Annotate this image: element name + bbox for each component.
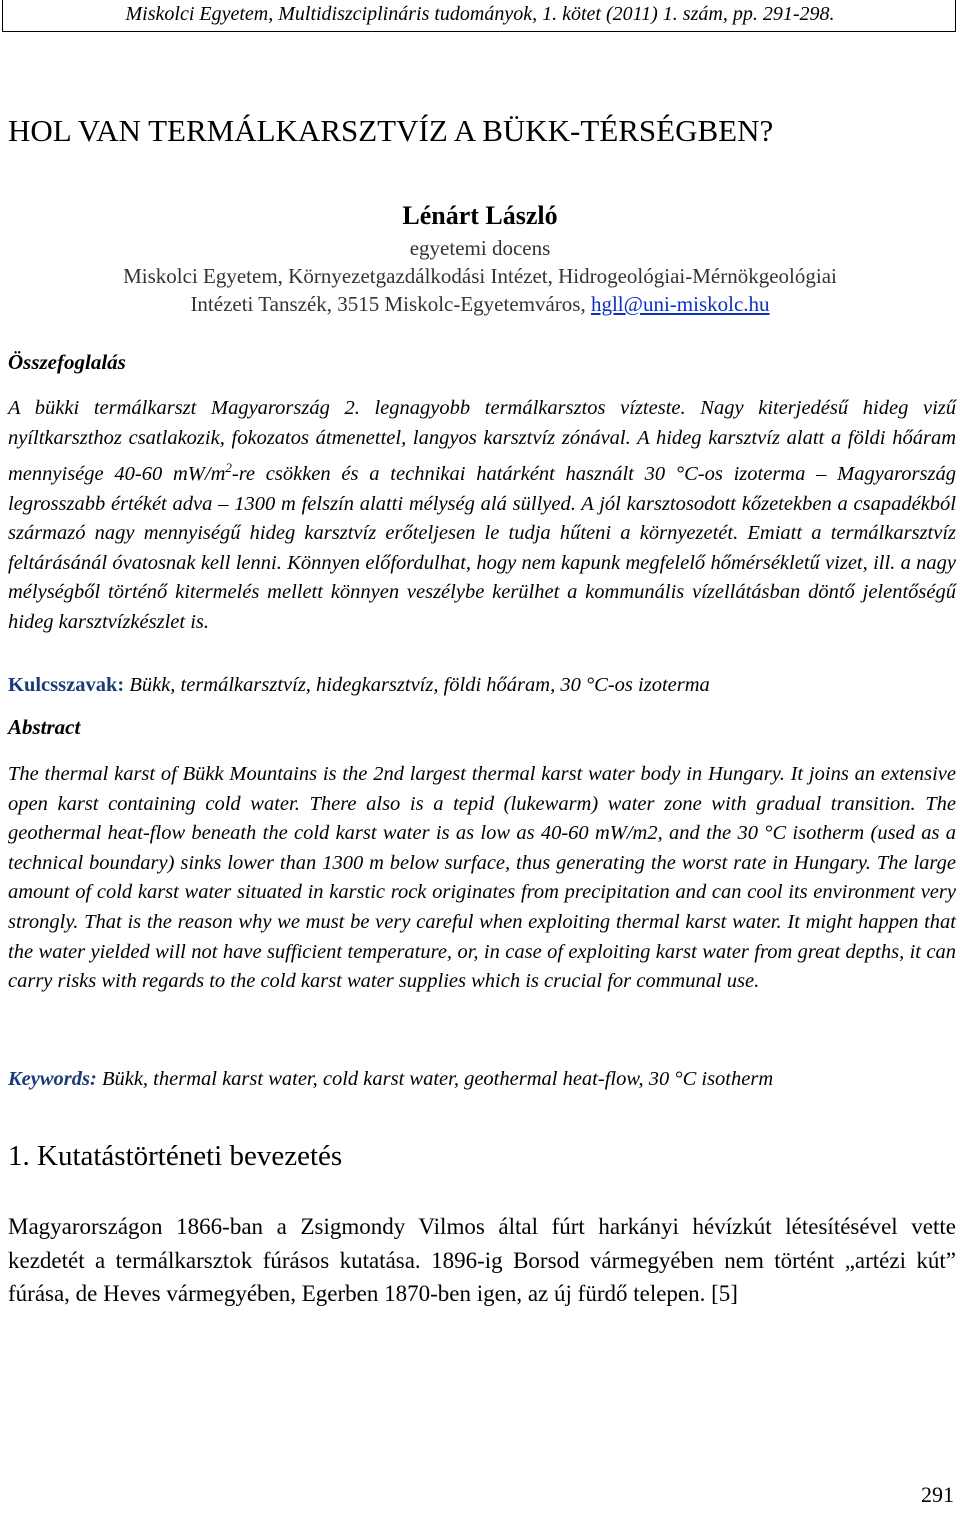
summary-text-part1: A bükki termálkarszt Magyarország 2. legnagyobb termálkarsztos vízteste. Nagy kiterjedésű hideg vizű nyíltkarszthoz csatlakozik, fokozatos átmenettel, langyos karsztvíz zónával. A hideg karsztvíz alatt a földi hőáram mennyisége 40-60 mW/m (8, 397, 956, 486)
keywords-hu (8, 671, 956, 701)
author-position: egyetemi docens (409, 236, 551, 260)
keywords-en-text: Bükk, thermal karst water, cold karst water, geothermal heat-flow, 30 °C isotherm (96, 1068, 774, 1090)
keywords-en (8, 1065, 956, 1095)
abstract-heading: Abstract (8, 715, 81, 739)
summary-text-part2: -re csökken és a technikai határként használt 30 °C-os izoterma – Magyarország legrosszabb értékét adva – 1300 m felszín alatti mélység alá süllyed. A jól karsztosodott kőzetekben a csapadékból származó nagy mennyiségű hideg karsztvíz erőteljesen le tudja hűteni a környezetét. Emiatt a termálkarsztvíz feltárásánál óvatosnak kell lenni. Könnyen előfordulhat, hogy nem kapunk megfelelő hőmérsékletű vizet, ill. a nagy mélységből történő kitermelés mellett könnyen veszélybe kerülhet a kommunális vízellátásban döntő jelentőségű hideg karsztvízkészlet is. (8, 463, 956, 633)
affiliation-address: Intézeti Tanszék, 3515 Miskolc-Egyetemváros, (190, 292, 591, 316)
section-1-title: 1. Kutatástörténeti bevezetés (8, 1140, 343, 1172)
keywords-hu-label: Kulcsszavak: (8, 674, 125, 696)
author-block (0, 198, 960, 318)
summary-superscript: 2 (225, 460, 232, 476)
author-affiliation-line2 (0, 290, 960, 318)
keywords-en-label: Keywords: (8, 1068, 97, 1090)
running-head-text: Miskolci Egyetem, Multidiszciplináris tudományok, 1. kötet (2011) 1. szám, pp. 291-298. (125, 3, 835, 25)
page-number: 291 (921, 1482, 954, 1507)
author-name: Lénárt László (402, 201, 558, 230)
keywords-hu-text: Bükk, termálkarsztvíz, hidegkarsztvíz, földi hőáram, 30 °C-os izoterma (124, 674, 710, 696)
running-header (2, 0, 956, 32)
section-1-body: Magyarországon 1866-ban a Zsigmondy Vilmos által fúrt harkányi hévízkút létesítésével vette kezdetét a termálkarsztok fúrásos kutatása. 1896-ig Borsod vármegyében nem történt „artézi kút” fúrása, de Heves vármegyében, Egerben 1870-ben igen, az új fürdő telepen. [5] (8, 1214, 956, 1306)
summary-text (8, 394, 956, 638)
author-email-link[interactable]: hgll@uni-miskolc.hu (590, 292, 770, 316)
paper-title: HOL VAN TERMÁLKARSZTVÍZ A BÜKK-TÉRSÉGBEN? (8, 113, 774, 148)
summary-heading: Összefoglalás (8, 350, 126, 374)
abstract-text: The thermal karst of Bükk Mountains is the 2nd largest thermal karst water body in Hungary. It joins an extensive open karst containing cold water. There also is a tepid (lukewarm) water zone with gradual transition. The geothermal heat-flow beneath the cold karst water is as low as 40-60 mW/m2, and the 30 °C isotherm (used as a technical boundary) sinks lower than 1300 m below surface, thus generating the worst rate in Hungary. The large amount of cold karst water situated in karstic rock originates from precipitation and can cool its environment very strongly. That is the reason why we must be very careful when exploiting thermal karst water. It might happen that the water yielded will not have sufficient temperature, or, in case of exploiting karst water from great depths, it can carry risks with regards to the cold karst water supplies which is crucial for communal use. (8, 763, 956, 993)
author-affiliation-line1: Miskolci Egyetem, Környezetgazdálkodási Intézet, Hidrogeológiai-Mérnökgeológiai (123, 264, 837, 288)
